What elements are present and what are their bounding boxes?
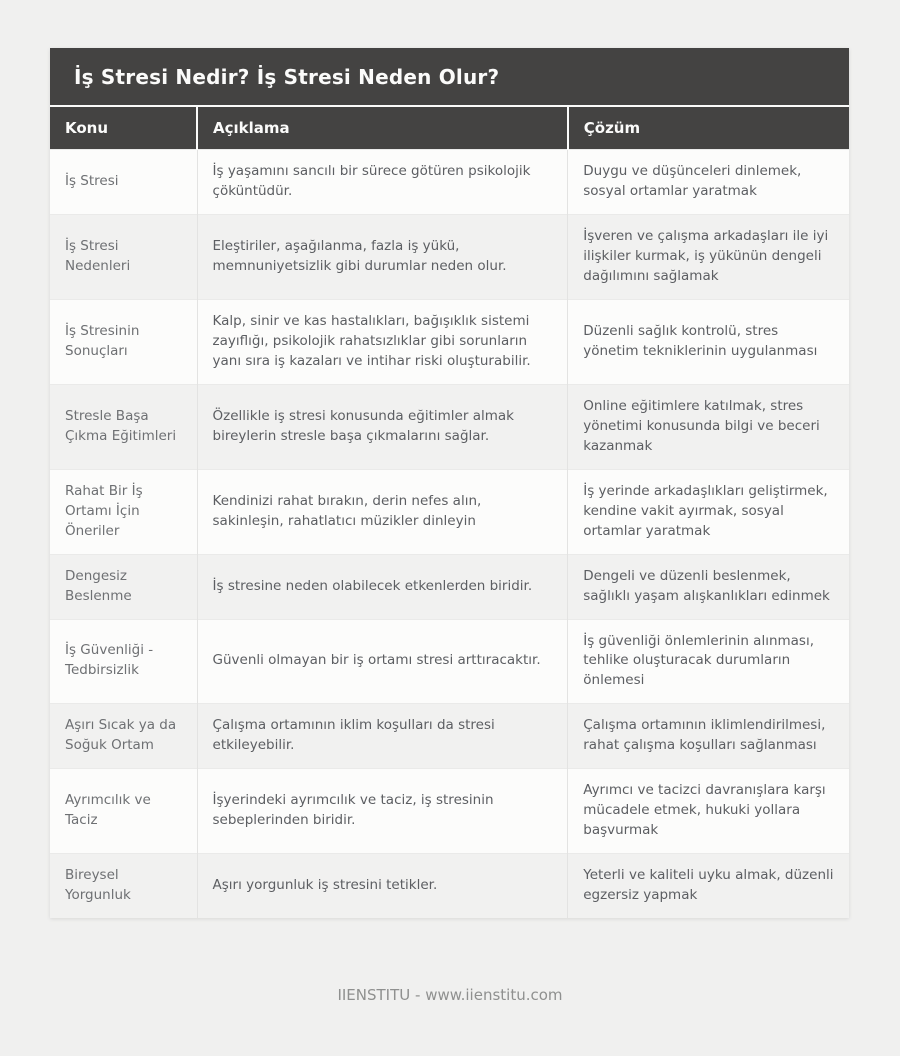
column-header-konu: Konu bbox=[50, 106, 197, 150]
cell-aciklama: Kalp, sinir ve kas hastalıkları, bağışıklık sistemi zayıflığı, psikolojik rahatsızlıklar gibi sorunların yanı sıra iş kazaları ve intihar riski oluşturabilir. bbox=[197, 299, 568, 384]
cell-cozum: İş yerinde arkadaşlıkları geliştirmek, kendine vakit ayırmak, sosyal ortamlar yaratmak bbox=[568, 469, 849, 554]
cell-aciklama: Güvenli olmayan bir iş ortamı stresi arttıracaktır. bbox=[197, 619, 568, 704]
cell-cozum: Online eğitimlere katılmak, stres yönetimi konusunda bilgi ve beceri kazanmak bbox=[568, 384, 849, 469]
cell-konu: Dengesiz Beslenme bbox=[50, 554, 197, 619]
cell-aciklama: Çalışma ortamının iklim koşulları da stresi etkileyebilir. bbox=[197, 704, 568, 769]
table-row bbox=[50, 704, 849, 769]
table-row bbox=[50, 854, 849, 918]
table-row bbox=[50, 299, 849, 384]
cell-konu: Aşırı Sıcak ya da Soğuk Ortam bbox=[50, 704, 197, 769]
cell-aciklama: İş stresine neden olabilecek etkenlerden biridir. bbox=[197, 554, 568, 619]
cell-konu: İş Stresi Nedenleri bbox=[50, 214, 197, 299]
cell-konu: Ayrımcılık ve Taciz bbox=[50, 769, 197, 854]
table-row bbox=[50, 469, 849, 554]
column-header-aciklama: Açıklama bbox=[197, 106, 568, 150]
stress-info-table bbox=[50, 105, 849, 918]
cell-cozum: Dengeli ve düzenli beslenmek, sağlıklı yaşam alışkanlıkları edinmek bbox=[568, 554, 849, 619]
footer-branding: IIENSTITU - www.iienstitu.com bbox=[337, 986, 563, 1004]
cell-konu: İş Stresi bbox=[50, 150, 197, 215]
cell-cozum: İşveren ve çalışma arkadaşları ile iyi ilişkiler kurmak, iş yükünün dengeli dağılımını sağlamak bbox=[568, 214, 849, 299]
table-row bbox=[50, 619, 849, 704]
table-body bbox=[50, 150, 849, 919]
cell-aciklama: Aşırı yorgunluk iş stresini tetikler. bbox=[197, 854, 568, 918]
cell-konu: İş Stresinin Sonuçları bbox=[50, 299, 197, 384]
cell-cozum: Çalışma ortamının iklimlendirilmesi, rahat çalışma koşulları sağlanması bbox=[568, 704, 849, 769]
info-card bbox=[50, 48, 849, 918]
cell-aciklama: İşyerindeki ayrımcılık ve taciz, iş stresinin sebeplerinden biridir. bbox=[197, 769, 568, 854]
table-row bbox=[50, 384, 849, 469]
table-row bbox=[50, 769, 849, 854]
cell-konu: Bireysel Yorgunluk bbox=[50, 854, 197, 918]
cell-konu: İş Güvenliği - Tedbirsizlik bbox=[50, 619, 197, 704]
cell-cozum: Duygu ve düşünceleri dinlemek, sosyal ortamlar yaratmak bbox=[568, 150, 849, 215]
cell-cozum: Yeterli ve kaliteli uyku almak, düzenli egzersiz yapmak bbox=[568, 854, 849, 918]
table-header-row bbox=[50, 106, 849, 150]
table-row bbox=[50, 554, 849, 619]
cell-cozum: Düzenli sağlık kontrolü, stres yönetim tekniklerinin uygulanması bbox=[568, 299, 849, 384]
cell-aciklama: Özellikle iş stresi konusunda eğitimler almak bireylerin stresle başa çıkmalarını sağlar. bbox=[197, 384, 568, 469]
cell-aciklama: Eleştiriler, aşağılanma, fazla iş yükü, memnuniyetsizlik gibi durumlar neden olur. bbox=[197, 214, 568, 299]
cell-cozum: İş güvenliği önlemlerinin alınması, tehlike oluşturacak durumların önlemesi bbox=[568, 619, 849, 704]
cell-cozum: Ayrımcı ve tacizci davranışlara karşı mücadele etmek, hukuki yollara başvurmak bbox=[568, 769, 849, 854]
table-row bbox=[50, 150, 849, 215]
page-title: İş Stresi Nedir? İş Stresi Neden Olur? bbox=[50, 48, 849, 105]
column-header-cozum: Çözüm bbox=[568, 106, 849, 150]
cell-aciklama: İş yaşamını sancılı bir sürece götüren psikolojik çöküntüdür. bbox=[197, 150, 568, 215]
cell-konu: Stresle Başa Çıkma Eğitimleri bbox=[50, 384, 197, 469]
cell-konu: Rahat Bir İş Ortamı İçin Öneriler bbox=[50, 469, 197, 554]
cell-aciklama: Kendinizi rahat bırakın, derin nefes alın, sakinleşin, rahatlatıcı müzikler dinleyin bbox=[197, 469, 568, 554]
table-row bbox=[50, 214, 849, 299]
